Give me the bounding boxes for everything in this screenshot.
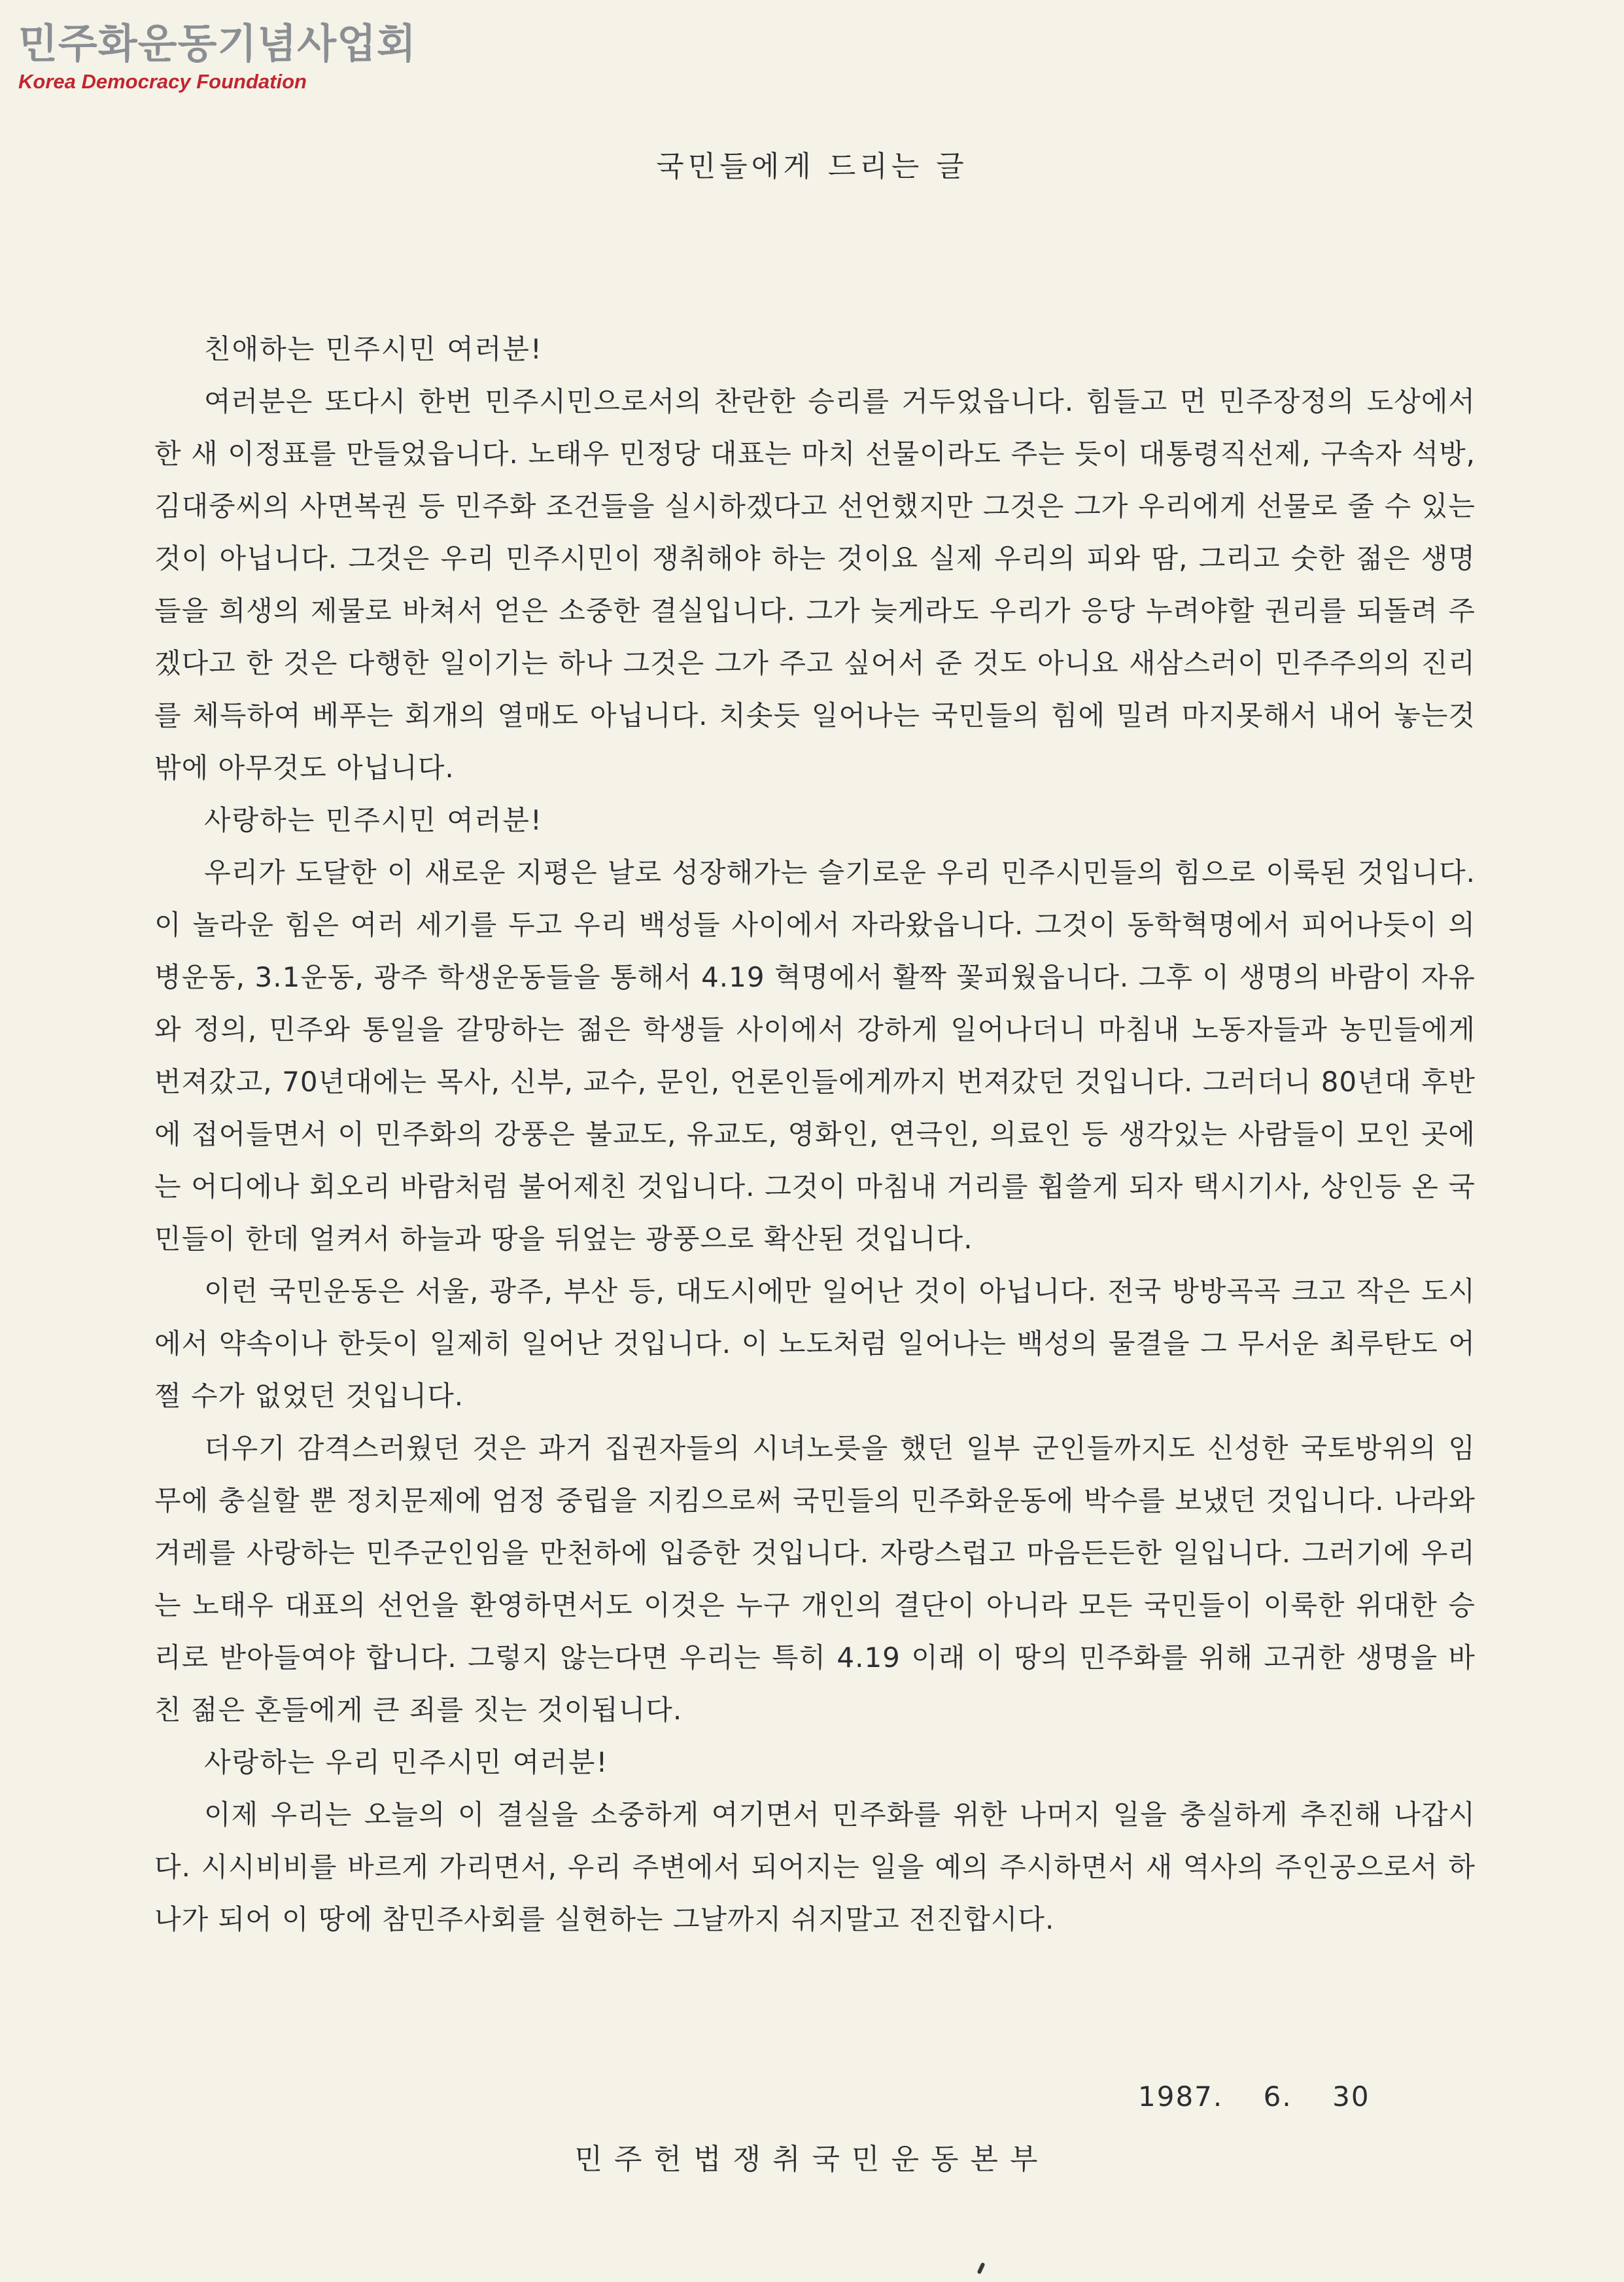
paragraph-2: 우리가 도달한 이 새로운 지평은 날로 성장해가는 슬기로운 우리 민주시민들의 힘으로 이룩된 것입니다. 이 놀라운 힘은 여러 세기를 두고 우리 백성들 사이에서 자라왔읍니다. 그것이 동학혁명에서 피어나듯이 의병운동, 3.1운동, 광주 학생운동들을 통해서 4.19 혁명에서 활짝 꽃피웠읍니다. 그후 이 생명의 바람이 자유와 정의, 민주와 통일을 갈망하는 젊은 학생들 사이에서 강하게 일어나더니 마침내 노동자들과 농민들에게 번져갔고, 70년대에는 목사, 신부, 교수, 문인, 언론인들에게까지 번져갔던 것입니다. 그러더니 80년대 후반에 접어들면서 이 민주화의 강풍은 불교도, 유교도, 영화인, 연극인, 의료인 등 생각있는 사람들이 모인 곳에는 어디에나 회오리 바람처럼 불어제친 것입니다. 그것이 마침내 거리를 휩쓸게 되자 택시기사, 상인등 온 국민들이 한데 얼켜서 하늘과 땅을 뒤엎는 광풍으로 확산된 것입니다. [154,856,1476,1255]
issuing-organization: 민주헌법쟁취국민운동본부 [574,2143,1050,2176]
letter-body [154,323,1476,1946]
document-title: 국민들에게 드리는 글 [656,150,968,183]
paper-speck [976,2262,985,2275]
paragraph-4: 더우기 감격스러웠던 것은 과거 집권자들의 시녀노릇을 했던 일부 군인들까지도 신성한 국토방위의 임무에 충실할 뿐 정치문제에 엄정 중립을 지킴으로써 국민들의 민주화운동에 박수를 보냈던 것입니다. 나라와 겨레를 사랑하는 민주군인임을 만천하에 입증한 것입니다. 자랑스럽고 마음든든한 일입니다. 그러기에 우리는 노태우 대표의 선언을 환영하면서도 이것은 누구 개인의 결단이 아니라 모든 국민들이 이룩한 위대한 승리로 받아들여야 합니다. 그렇지 않는다면 우리는 특히 4.19 이래 이 땅의 민주화를 위해 고귀한 생명을 바친 젊은 혼들에게 큰 죄를 짓는 것이됩니다. [154,1432,1476,1726]
document-date: 1987. 6. 30 [1138,2080,1370,2113]
paragraph-3: 이런 국민운동은 서울, 광주, 부산 등, 대도시에만 일어난 것이 아닙니다. 전국 방방곡곡 크고 작은 도시에서 약속이나 한듯이 일제히 일어난 것입니다. 이 노도처럼 일어나는 백성의 물결을 그 무서운 최루탄도 어쩔 수가 없었던 것입니다. [154,1275,1476,1412]
foundation-watermark [18,20,417,94]
salutation-1: 친애하는 민주시민 여러분! [204,333,543,365]
watermark-korean-text: 민주화운동기념사업회 [18,20,417,67]
watermark-english-text: Korea Democracy Foundation [18,70,307,93]
paragraph-1: 여러분은 또다시 한번 민주시민으로서의 찬란한 승리를 거두었읍니다. 힘들고 먼 민주장정의 도상에서 한 새 이정표를 만들었읍니다. 노태우 민정당 대표는 마치 선물이라도 주는 듯이 대통령직선제, 구속자 석방, 김대중씨의 사면복권 등 민주화 조건들을 실시하겠다고 선언했지만 그것은 그가 우리에게 선물로 줄 수 있는 것이 아닙니다. 그것은 우리 민주시민이 쟁취해야 하는 것이요 실제 우리의 피와 땀, 그리고 숫한 젊은 생명들을 희생의 제물로 바쳐서 얻은 소중한 결실입니다. 그가 늦게라도 우리가 응당 누려야할 권리를 되돌려 주겠다고 한 것은 다행한 일이기는 하나 그것은 그가 주고 싶어서 준 것도 아니요 새삼스러이 민주주의의 진리를 체득하여 베푸는 회개의 열매도 아닙니다. 치솟듯 일어나는 국민들의 힘에 밀려 마지못해서 내어 놓는것밖에 아무것도 아닙니다. [154,385,1476,784]
salutation-2: 사랑하는 민주시민 여러분! [204,804,543,836]
paragraph-5: 이제 우리는 오늘의 이 결실을 소중하게 여기면서 민주화를 위한 나머지 일을 충실하게 추진해 나갑시다. 시시비비를 바르게 가리면서, 우리 주변에서 되어지는 일을 예의 주시하면서 새 역사의 주인공으로서 하나가 되어 이 땅에 참민주사회를 실현하는 그날까지 쉬지말고 전진합시다. [154,1799,1476,1935]
salutation-3: 사랑하는 우리 민주시민 여러분! [204,1746,609,1778]
